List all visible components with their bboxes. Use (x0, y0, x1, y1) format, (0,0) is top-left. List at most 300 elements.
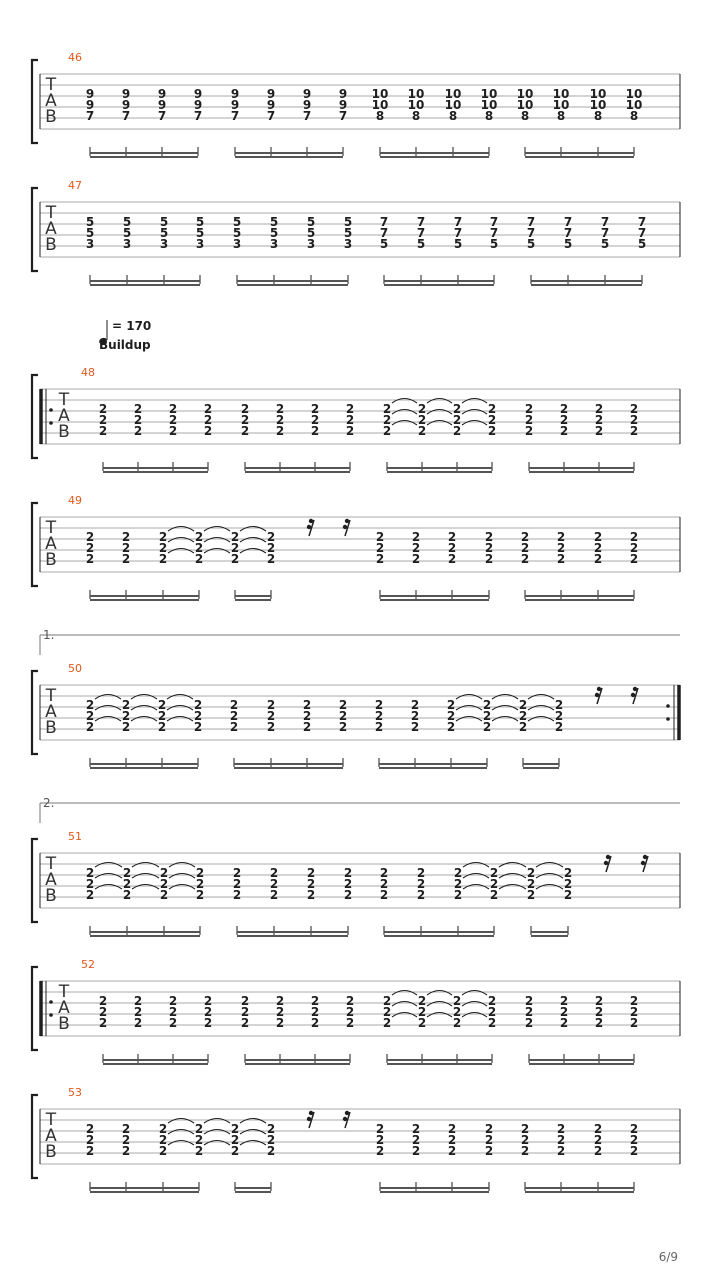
fret-number: 2 (594, 1005, 604, 1019)
tie-arc (167, 695, 193, 700)
fret-number: 2 (310, 424, 320, 438)
tab-clef-letter: T (45, 686, 57, 706)
fret-number: 2 (98, 994, 108, 1008)
fret-number: 2 (85, 720, 95, 734)
fret-number: 2 (345, 1016, 355, 1030)
fret-number: 2 (122, 866, 132, 880)
rest-flag (633, 687, 637, 691)
bar-number: 48 (81, 366, 95, 379)
tab-clef-letter: T (45, 854, 57, 874)
fret-number: 2 (157, 720, 167, 734)
tie-arc (427, 410, 452, 415)
fret-number: 2 (447, 541, 457, 555)
volta-number: 1. (43, 628, 55, 642)
tab-clef-letter: A (45, 534, 57, 554)
fret-number: 2 (275, 1005, 285, 1019)
rest-flag (343, 525, 347, 529)
fret-number: 2 (416, 866, 426, 880)
fret-number: 2 (411, 552, 421, 566)
fret-number: 2 (266, 541, 276, 555)
fret-number: 2 (559, 1005, 569, 1019)
rest-flag (606, 855, 610, 859)
fret-number: 2 (195, 888, 205, 902)
tie-arc (462, 421, 487, 426)
fret-number: 7 (416, 215, 426, 229)
fret-number: 2 (266, 1122, 276, 1136)
fret-number: 2 (411, 530, 421, 544)
fret-number: 2 (559, 402, 569, 416)
fret-number: 10 (480, 87, 498, 101)
fret-number: 2 (593, 541, 603, 555)
fret-number: 2 (594, 424, 604, 438)
repeat-dot (666, 704, 670, 708)
tie-arc (132, 885, 159, 890)
fret-number: 2 (411, 1133, 421, 1147)
fret-number: 2 (85, 1122, 95, 1136)
fret-number: 2 (487, 1005, 497, 1019)
fret-number: 2 (133, 1016, 143, 1030)
tab-system-49 (32, 494, 680, 600)
fret-number: 2 (379, 888, 389, 902)
fret-number: 2 (194, 530, 204, 544)
tie-arc (240, 1141, 266, 1146)
fret-number: 10 (625, 98, 643, 112)
system-brace (32, 967, 38, 1050)
fret-number: 2 (520, 541, 530, 555)
sixteenth-rest-icon (604, 855, 611, 872)
rest-flag (343, 1117, 347, 1121)
fret-number: 5 (343, 215, 353, 229)
fret-number: 2 (232, 888, 242, 902)
fret-number: 2 (382, 1005, 392, 1019)
fret-number: 2 (121, 1122, 131, 1136)
fret-number: 5 (563, 237, 573, 251)
tie-arc (168, 549, 194, 554)
sixteenth-rest-icon (641, 855, 648, 872)
fret-number: 2 (203, 402, 213, 416)
fret-number: 2 (194, 541, 204, 555)
fret-number: 7 (489, 226, 499, 240)
fret-number: 10 (407, 98, 425, 112)
tie-arc (462, 399, 487, 404)
fret-number: 5 (343, 226, 353, 240)
fret-number: 5 (269, 215, 279, 229)
fret-number: 10 (371, 98, 389, 112)
tie-arc (240, 1119, 266, 1124)
fret-number: 2 (594, 413, 604, 427)
fret-number: 3 (306, 237, 316, 251)
fret-number: 2 (306, 866, 316, 880)
tab-clef-letter: T (45, 203, 57, 223)
fret-number: 2 (629, 1016, 639, 1030)
sixteenth-rest-icon (343, 1111, 350, 1128)
fret-number: 2 (194, 1122, 204, 1136)
tab-system-47 (32, 179, 680, 285)
fret-number: 2 (375, 1144, 385, 1158)
fret-number: 2 (629, 530, 639, 544)
fret-number: 2 (593, 1133, 603, 1147)
fret-number: 2 (133, 402, 143, 416)
fret-number: 2 (194, 1144, 204, 1158)
fret-number: 2 (452, 424, 462, 438)
fret-number: 2 (193, 720, 203, 734)
tab-clef-letter: A (45, 91, 57, 111)
fret-number: 2 (410, 720, 420, 734)
fret-number: 2 (487, 424, 497, 438)
tie-arc (499, 863, 526, 868)
tie-arc (536, 863, 563, 868)
fret-number: 2 (193, 698, 203, 712)
fret-number: 2 (524, 413, 534, 427)
fret-number: 2 (416, 888, 426, 902)
tie-arc (204, 538, 230, 543)
fret-number: 7 (600, 226, 610, 240)
tie-arc (169, 863, 195, 868)
fret-number: 3 (195, 237, 205, 251)
fret-number: 2 (229, 720, 239, 734)
fret-number: 2 (526, 866, 536, 880)
fret-number: 5 (306, 226, 316, 240)
fret-number: 2 (230, 1122, 240, 1136)
rest-flag (345, 519, 349, 523)
tie-arc (95, 885, 122, 890)
fret-number: 5 (379, 237, 389, 251)
fret-number: 2 (85, 877, 95, 891)
rest-flag (307, 1117, 311, 1121)
tie-arc (131, 706, 157, 711)
tie-arc (492, 695, 518, 700)
tie-arc (462, 991, 487, 996)
fret-number: 2 (275, 1016, 285, 1030)
tab-clef-letter: A (58, 406, 70, 426)
fret-number: 2 (306, 888, 316, 902)
fret-number: 5 (159, 226, 169, 240)
fret-number: 2 (526, 877, 536, 891)
fret-number: 2 (524, 402, 534, 416)
rest-flag (595, 693, 599, 697)
tie-arc (168, 1130, 194, 1135)
tie-arc (169, 885, 195, 890)
fret-number: 2 (302, 720, 312, 734)
fret-number: 2 (524, 994, 534, 1008)
fret-number: 2 (417, 402, 427, 416)
fret-number: 2 (629, 1133, 639, 1147)
fret-number: 2 (453, 866, 463, 880)
fret-number: 2 (195, 866, 205, 880)
fret-number: 2 (158, 1133, 168, 1147)
fret-number: 10 (589, 98, 607, 112)
fret-number: 2 (121, 1144, 131, 1158)
tab-clef-letter: T (45, 518, 57, 538)
fret-number: 2 (193, 709, 203, 723)
tie-arc (169, 874, 195, 879)
tie-arc (168, 527, 194, 532)
fret-number: 7 (637, 226, 647, 240)
fret-number: 2 (345, 1005, 355, 1019)
fret-number: 2 (487, 994, 497, 1008)
tie-arc (463, 885, 489, 890)
fret-number: 2 (266, 1144, 276, 1158)
fret-number: 7 (453, 215, 463, 229)
fret-number: 2 (310, 1016, 320, 1030)
fret-number: 2 (121, 1133, 131, 1147)
tab-clef-letter: A (45, 219, 57, 239)
fret-number: 2 (275, 402, 285, 416)
fret-number: 2 (524, 424, 534, 438)
fret-number: 10 (407, 87, 425, 101)
second-ending-bracket (40, 796, 680, 823)
fret-number: 2 (85, 530, 95, 544)
tab-system-53 (32, 1086, 680, 1192)
fret-number: 2 (446, 698, 456, 712)
fret-number: 5 (232, 226, 242, 240)
tie-arc (240, 1130, 266, 1135)
fret-number: 2 (452, 994, 462, 1008)
fret-number: 2 (520, 1122, 530, 1136)
fret-number: 2 (447, 1122, 457, 1136)
tab-clef-letter: B (45, 107, 57, 127)
fret-number: 9 (230, 87, 240, 101)
tie-arc (168, 538, 194, 543)
fret-number: 8 (375, 109, 385, 123)
fret-number: 2 (487, 1016, 497, 1030)
fret-number: 2 (375, 530, 385, 544)
fret-number: 2 (338, 698, 348, 712)
fret-number: 2 (382, 402, 392, 416)
fret-number: 2 (121, 530, 131, 544)
fret-number: 5 (637, 237, 647, 251)
fret-number: 2 (556, 530, 566, 544)
fret-number: 8 (556, 109, 566, 123)
tie-arc (95, 717, 121, 722)
page-number: 6/9 (658, 1250, 678, 1264)
fret-number: 2 (159, 888, 169, 902)
fret-number: 2 (417, 994, 427, 1008)
fret-number: 2 (232, 866, 242, 880)
fret-number: 10 (371, 87, 389, 101)
repeat-dot (49, 408, 53, 412)
fret-number: 2 (310, 402, 320, 416)
tie-arc (536, 885, 563, 890)
fret-number: 2 (343, 888, 353, 902)
fret-number: 2 (269, 888, 279, 902)
fret-number: 9 (121, 98, 131, 112)
fret-number: 2 (379, 877, 389, 891)
tie-arc (462, 1002, 487, 1007)
fret-number: 2 (203, 1005, 213, 1019)
tab-clef-letter: B (45, 1142, 57, 1162)
fret-number: 2 (375, 1133, 385, 1147)
fret-number: 2 (275, 424, 285, 438)
fret-number: 2 (524, 1016, 534, 1030)
tie-arc (456, 695, 482, 700)
repeat-dot (49, 421, 53, 425)
fret-number: 2 (452, 402, 462, 416)
fret-number: 2 (629, 402, 639, 416)
fret-number: 2 (410, 709, 420, 723)
fret-number: 2 (520, 1133, 530, 1147)
fret-number: 3 (122, 237, 132, 251)
tie-arc (167, 717, 193, 722)
tie-arc (95, 874, 122, 879)
fret-number: 2 (230, 541, 240, 555)
rest-flag (309, 1111, 313, 1115)
rest-flag (631, 693, 635, 697)
tab-system-48 (32, 366, 680, 472)
fret-number: 2 (85, 1133, 95, 1147)
fret-number: 2 (417, 413, 427, 427)
fret-number: 2 (452, 1005, 462, 1019)
fret-number: 5 (453, 237, 463, 251)
tab-system-52 (32, 958, 680, 1064)
fret-number: 2 (229, 709, 239, 723)
tie-arc (168, 1119, 194, 1124)
fret-number: 7 (157, 109, 167, 123)
fret-number: 3 (85, 237, 95, 251)
rest-flag (345, 1111, 349, 1115)
fret-number: 2 (556, 1122, 566, 1136)
fret-number: 2 (203, 424, 213, 438)
fret-number: 2 (168, 413, 178, 427)
fret-number: 2 (157, 698, 167, 712)
fret-number: 9 (266, 87, 276, 101)
fret-number: 2 (554, 709, 564, 723)
tab-clef-letter: A (45, 1126, 57, 1146)
fret-number: 2 (266, 552, 276, 566)
fret-number: 2 (158, 1122, 168, 1136)
fret-number: 2 (306, 877, 316, 891)
tie-arc (167, 706, 193, 711)
tab-clef-letter: T (58, 390, 70, 410)
system-brace (32, 839, 38, 922)
fret-number: 9 (338, 98, 348, 112)
fret-number: 2 (375, 541, 385, 555)
fret-number: 2 (452, 1016, 462, 1030)
tie-arc (492, 706, 518, 711)
fret-number: 2 (563, 888, 573, 902)
fret-number: 2 (484, 530, 494, 544)
tab-clef-letter: A (45, 870, 57, 890)
fret-number: 2 (374, 698, 384, 712)
fret-number: 2 (121, 720, 131, 734)
fret-number: 2 (195, 877, 205, 891)
fret-number: 2 (230, 1133, 240, 1147)
fret-number: 2 (310, 994, 320, 1008)
fret-number: 2 (484, 1122, 494, 1136)
fret-number: 2 (417, 1005, 427, 1019)
fret-number: 2 (269, 877, 279, 891)
fret-number: 2 (266, 698, 276, 712)
fret-number: 2 (168, 402, 178, 416)
fret-number: 7 (302, 109, 312, 123)
fret-number: 10 (625, 87, 643, 101)
fret-number: 2 (168, 1005, 178, 1019)
system-brace (32, 1095, 38, 1178)
fret-number: 2 (556, 1133, 566, 1147)
fret-number: 2 (240, 1016, 250, 1030)
tab-clef-letter: B (45, 235, 57, 255)
fret-number: 2 (382, 424, 392, 438)
fret-number: 2 (133, 424, 143, 438)
fret-number: 2 (122, 888, 132, 902)
tie-arc (95, 695, 121, 700)
tie-arc (427, 1013, 452, 1018)
fret-number: 10 (552, 98, 570, 112)
fret-number: 2 (482, 720, 492, 734)
bar-number: 51 (68, 830, 82, 843)
fret-number: 2 (230, 530, 240, 544)
sixteenth-rest-icon (595, 687, 602, 704)
fret-number: 2 (121, 709, 131, 723)
fret-number: 2 (85, 866, 95, 880)
fret-number: 2 (489, 877, 499, 891)
fret-number: 10 (589, 87, 607, 101)
fret-number: 2 (526, 888, 536, 902)
system-brace (32, 375, 38, 458)
section-label: Buildup (99, 338, 151, 352)
fret-number: 2 (484, 1133, 494, 1147)
tie-arc (204, 1130, 230, 1135)
fret-number: 2 (410, 698, 420, 712)
system-brace (32, 188, 38, 271)
fret-number: 2 (554, 698, 564, 712)
tab-clef-letter: B (58, 422, 70, 442)
fret-number: 8 (411, 109, 421, 123)
tab-system-46 (32, 51, 680, 157)
sixteenth-rest-icon (631, 687, 638, 704)
repeat-dot (49, 1000, 53, 1004)
fret-number: 5 (416, 237, 426, 251)
fret-number: 2 (446, 709, 456, 723)
fret-number: 7 (193, 109, 203, 123)
fret-number: 2 (85, 888, 95, 902)
fret-number: 2 (121, 541, 131, 555)
fret-number: 2 (158, 552, 168, 566)
fret-number: 2 (593, 530, 603, 544)
fret-number: 2 (98, 413, 108, 427)
fret-number: 2 (484, 1144, 494, 1158)
sixteenth-rest-icon (307, 519, 314, 536)
bar-number: 47 (68, 179, 82, 192)
fret-number: 5 (122, 226, 132, 240)
fret-number: 2 (194, 552, 204, 566)
tab-clef-letter: B (45, 550, 57, 570)
fret-number: 9 (266, 98, 276, 112)
fret-number: 8 (593, 109, 603, 123)
fret-number: 2 (345, 413, 355, 427)
tie-arc (536, 874, 563, 879)
fret-number: 2 (158, 530, 168, 544)
fret-number: 2 (629, 552, 639, 566)
fret-number: 2 (629, 413, 639, 427)
fret-number: 2 (484, 552, 494, 566)
bar-number: 46 (68, 51, 82, 64)
fret-number: 2 (554, 720, 564, 734)
fret-number: 5 (489, 237, 499, 251)
fret-number: 9 (85, 98, 95, 112)
fret-number: 2 (168, 424, 178, 438)
fret-number: 2 (629, 994, 639, 1008)
fret-number: 7 (230, 109, 240, 123)
fret-number: 2 (85, 541, 95, 555)
tab-clef-letter: A (58, 998, 70, 1018)
volta-number: 2. (43, 796, 55, 810)
fret-number: 8 (520, 109, 530, 123)
bar-number: 50 (68, 662, 82, 675)
fret-number: 2 (194, 1133, 204, 1147)
fret-number: 2 (98, 402, 108, 416)
fret-number: 2 (98, 1016, 108, 1030)
